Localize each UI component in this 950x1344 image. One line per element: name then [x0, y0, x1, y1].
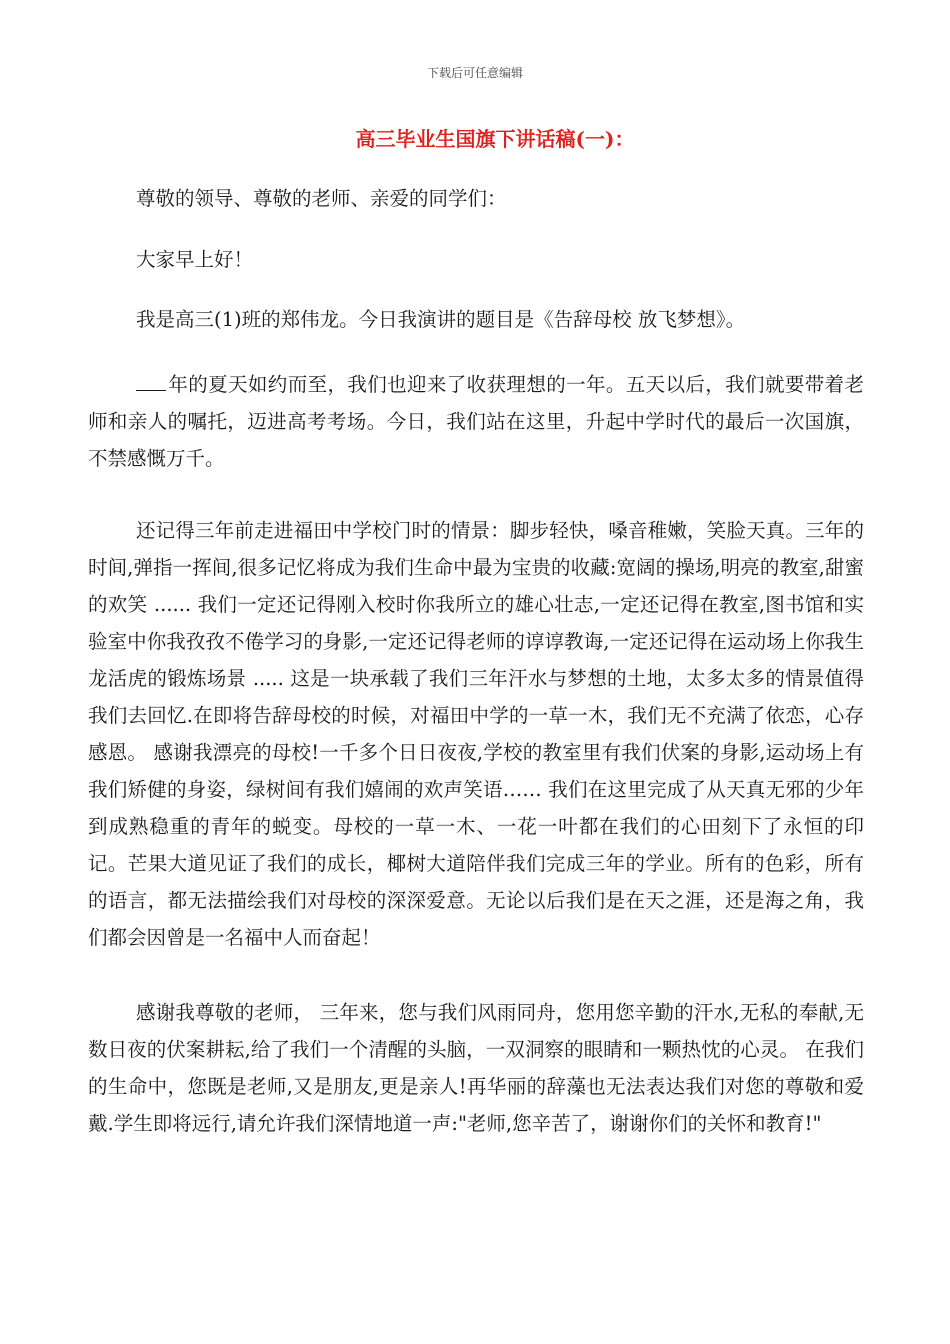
paragraph-intro: 我是高三(1)班的郑伟龙。今日我演讲的题目是《告辞母校 放飞梦想》。	[136, 308, 746, 331]
document-body	[88, 180, 864, 1142]
paragraph-memory: 还记得三年前走进福田中学校门时的情景：脚步轻快，嗓音稚嫩，笑脸天真。三年的时间,弹指一挥间,很多记忆将成为我们生命中最为宝贵的收藏:宽阔的操场,明亮的教室,甜蜜的欢笑 ...... 我们一定还记得刚入校时你我所立的雄心壮志,一定还记得在教室,图书馆和实验室中你我孜孜不倦学习的身影,一定还记得老师的谆谆教诲,一定还记得在运动场上你我生龙活虎的锻炼场景 ..... 这是一块承载了我们三年汗水与梦想的土地，太多太多的情景值得我们去回忆.在即将告辞母校的时候，对福田中学的一草一木，我们无不充满了依恋，心存感恩。 感谢我漂亮的母校!一千多个日日夜夜,学校的教室里有我们伏案的身影,运动场上有我们矫健的身姿，绿树间有我们嬉闹的欢声笑语…… 我们在这里完成了从天真无邪的少年到成熟稳重的青年的蜕变。母校的一草一木、一花一叶都在我们的心田刻下了永恒的印记。芒果大道见证了我们的成长，椰树大道陪伴我们完成三年的学业。所有的色彩，所有的语言，都无法描绘我们对母校的深深爱意。无论以后我们是在天之涯，还是海之角，我们都会因曾是一名福中人而奋起！	[88, 519, 864, 949]
header-note: 下载后可任意编辑	[426, 66, 523, 80]
paragraph-morning: 大家早上好！	[136, 248, 254, 271]
paragraph-teachers: 感谢我尊敬的老师， 三年来，您与我们风雨同舟，您用您辛勤的汗水,无私的奉献,无数日夜的伏案耕耘,给了我们一个清醒的头脑，一双洞察的眼睛和一颗热忱的心灵。 在我们的生命中，您既是老师,又是朋友,更是亲人!再华丽的辞藻也无法表达我们对您的尊敬和爱戴.学生即将远行,请允许我们深情地道一声:"老师,您辛苦了，谢谢你们的关怀和教育!"	[88, 1001, 864, 1135]
paragraph-year	[88, 366, 864, 477]
paragraph-year-text: 年的夏天如约而至，我们也迎来了收获理想的一年。五天以后，我们就要带着老师和亲人的嘱托，迈进高考考场。今日，我们站在这里，升起中学时代的最后一次国旗，不禁感慨万千。	[88, 373, 864, 470]
blank-year-field	[136, 370, 166, 391]
paragraph-greeting: 尊敬的领导、尊敬的老师、亲爱的同学们：	[136, 187, 507, 210]
document-title: 高三毕业生国旗下讲话稿(一)：	[355, 127, 635, 151]
